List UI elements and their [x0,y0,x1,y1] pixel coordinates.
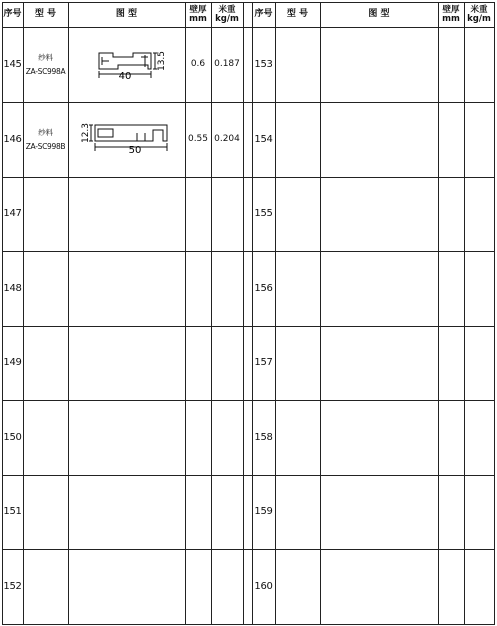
header-weight [464,2,494,27]
header-weight [211,2,243,27]
wall-thickness: 0.55 [187,134,209,144]
profile-code: ZA-SC998A [25,66,66,76]
row-number: 151 [3,506,22,517]
row-number: 146 [3,133,22,145]
header-figure: 图 型 [368,9,390,19]
unit-weight: 0.187 [214,59,240,69]
row-number: 155 [254,208,273,219]
header-thickness [438,2,464,27]
wall-thickness: 0.6 [190,59,206,69]
header-thickness [185,2,211,27]
row-divider [2,475,495,476]
profile-drawing-998a [69,28,184,101]
row-number: 159 [254,506,273,517]
profile-code: ZA-SC998B [25,141,66,151]
row-divider [2,251,495,252]
row-divider [2,177,495,178]
header-thickness-label: 壁厚 [189,4,207,15]
row-number: 145 [3,58,22,70]
unit-weight: 0.204 [214,134,240,144]
dimension-height: 13.5 [157,50,167,72]
row-number: 157 [254,357,273,368]
profile-name: 纱料 [38,127,53,137]
profile-name: 纱料 [38,52,53,62]
header-model: 型 号 [286,9,309,19]
row-number: 153 [254,58,273,70]
row-number: 158 [254,431,273,443]
dimension-width: 50 [128,145,142,156]
dimension-height: 12.3 [81,122,91,144]
row-number: 148 [3,282,22,294]
column-divider [438,2,439,624]
header-thickness-unit: mm [442,13,460,24]
model-cell [23,102,68,177]
header-weight-unit: kg/m [215,13,239,24]
row-divider [2,400,495,401]
row-number: 150 [3,431,22,443]
row-number: 152 [3,580,22,592]
header-seq: 序号 [254,9,273,19]
header-figure: 图 型 [115,9,138,19]
row-number: 160 [254,580,273,592]
column-divider [243,2,244,624]
model-cell [23,27,68,102]
row-number: 156 [254,282,273,294]
row-number: 154 [254,133,273,145]
row-divider [2,326,495,327]
column-divider [464,2,465,624]
table-border-right [494,2,495,624]
table-border-bottom [2,624,495,625]
profile-drawing-998b [69,103,184,176]
row-number: 149 [3,357,22,368]
header-thickness-unit: mm [189,13,207,24]
header-weight-unit: kg/m [467,13,491,24]
header-weight-label: 米重 [470,4,488,15]
header-model: 型 号 [34,9,57,19]
dimension-width: 40 [118,71,132,82]
row-divider [2,549,495,550]
header-weight-label: 米重 [218,4,236,15]
header-thickness-label: 壁厚 [442,4,460,15]
row-number: 147 [3,208,22,219]
column-divider [320,2,321,624]
column-divider [275,2,276,624]
header-seq: 序号 [3,9,22,19]
